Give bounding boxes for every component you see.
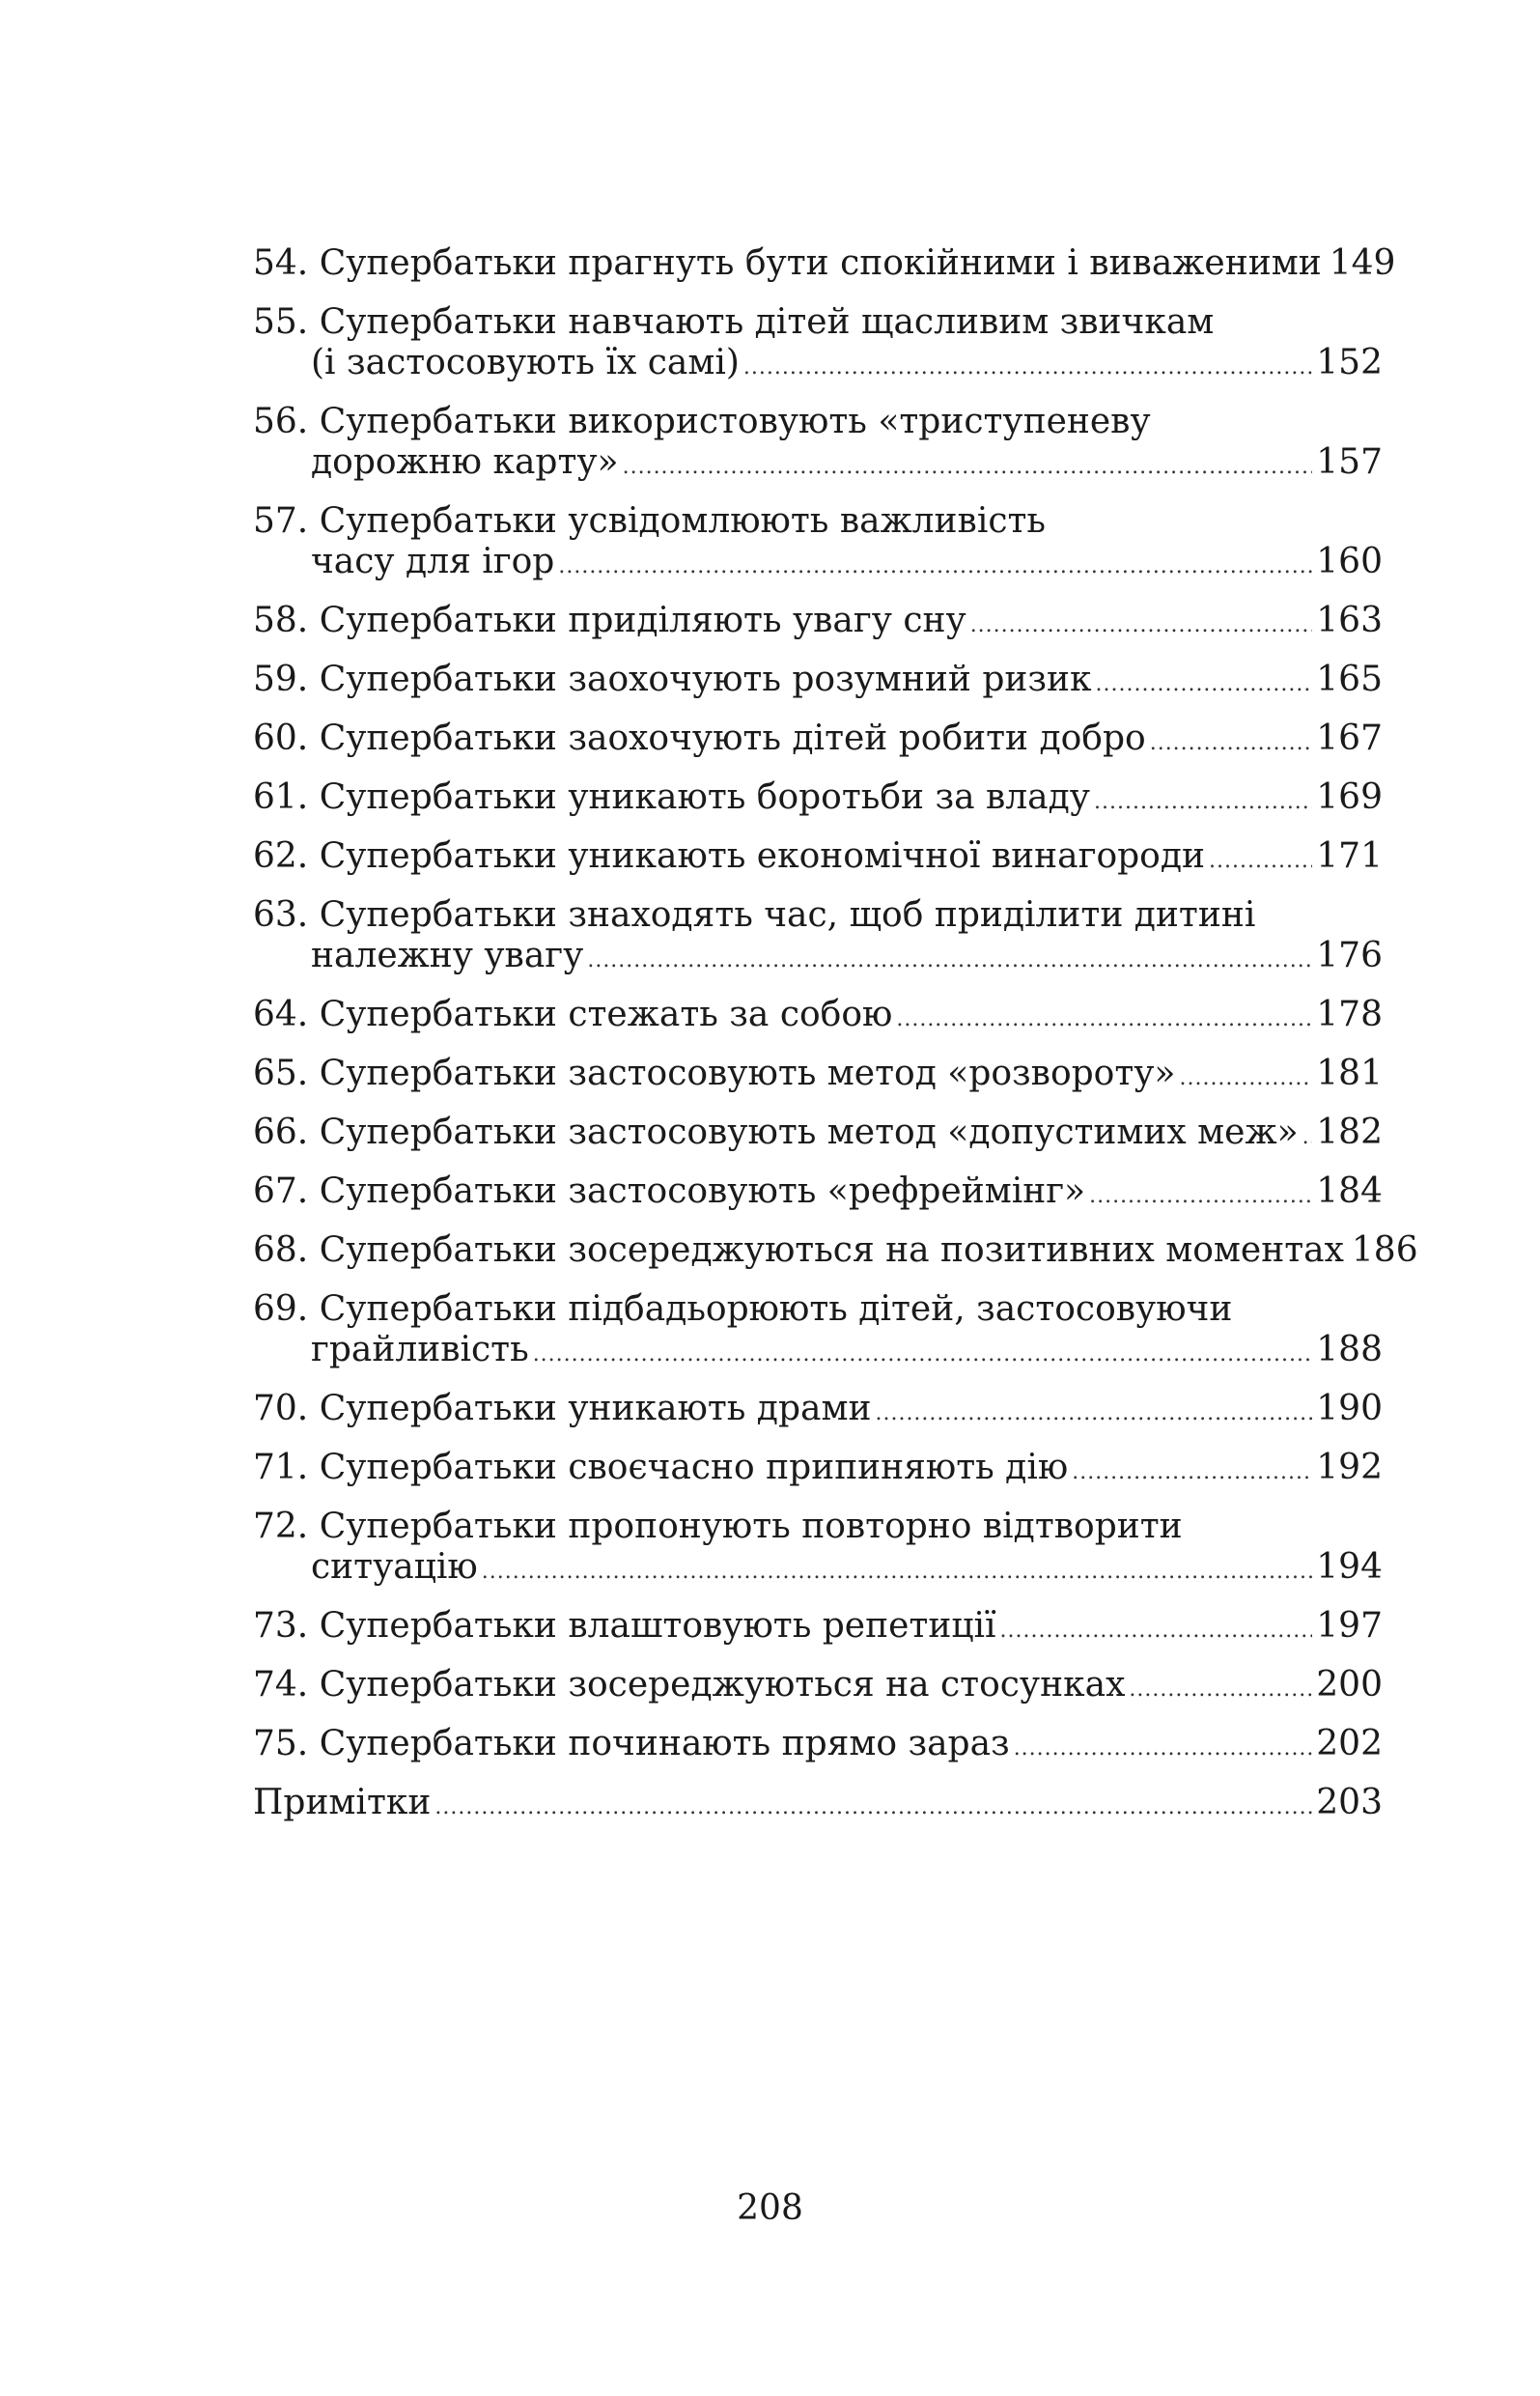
- toc-title: 57. Супербатьки усвідомлюють важливість: [253, 501, 1047, 541]
- toc-entry-notes: [253, 1783, 1383, 1828]
- toc-title: 58. Супербатьки приділяють увагу сну: [253, 601, 966, 640]
- dot-leader: [1014, 1729, 1313, 1769]
- toc-entry: [253, 601, 1383, 646]
- toc-row: [253, 343, 1383, 388]
- toc-page-number: 169: [1316, 777, 1383, 817]
- toc-page-number: 192: [1316, 1448, 1383, 1487]
- toc-title: 73. Супербатьки влаштовують репетиції: [253, 1606, 996, 1646]
- toc-row: [253, 777, 1383, 823]
- dot-leader: [1072, 1452, 1312, 1493]
- toc-entry: [253, 836, 1383, 882]
- toc-row: [253, 1389, 1383, 1434]
- toc-row: [253, 719, 1383, 764]
- toc-page-number: 203: [1316, 1783, 1383, 1822]
- dot-leader: [587, 941, 1312, 981]
- toc-page-number: 202: [1316, 1724, 1383, 1763]
- toc-row: [253, 660, 1383, 705]
- toc-title: 68. Супербатьки зосереджуються на позитивних моментах: [253, 1230, 1344, 1270]
- toc-page-number: 182: [1316, 1113, 1383, 1152]
- toc-page-number: 181: [1316, 1054, 1383, 1093]
- dot-leader: [533, 1335, 1313, 1375]
- toc-page-number: 186: [1351, 1230, 1418, 1270]
- toc-row: [253, 442, 1383, 488]
- dot-leader: [623, 447, 1313, 488]
- toc-title: 65. Супербатьки застосовують метод «розвороту»: [253, 1054, 1176, 1093]
- toc-title: 71. Супербатьки своєчасно припиняють дію: [253, 1448, 1069, 1487]
- toc-entry: [253, 1448, 1383, 1493]
- toc-page-number: 167: [1316, 719, 1383, 758]
- toc-page-number: 160: [1316, 542, 1383, 581]
- toc-title-continuation: ситуацію: [311, 1547, 478, 1587]
- dot-leader: [1094, 782, 1312, 823]
- toc-title: 56. Супербатьки використовують «триступеневу: [253, 402, 1151, 441]
- page-number: 208: [737, 2188, 803, 2228]
- toc-row: [253, 1171, 1383, 1217]
- toc-title: 61. Супербатьки уникають боротьби за владу: [253, 777, 1090, 817]
- toc-title-continuation: грайливість: [311, 1330, 529, 1369]
- toc-entry: [253, 1606, 1383, 1651]
- toc-entry: [253, 660, 1383, 705]
- toc-page-number: 194: [1316, 1547, 1383, 1587]
- toc-title: 67. Супербатьки застосовують «рефреймінг»: [253, 1171, 1086, 1211]
- dot-leader: [482, 1552, 1313, 1593]
- toc-row: [253, 936, 1383, 981]
- toc-entry: [253, 1389, 1383, 1434]
- toc-entry: [253, 1171, 1383, 1217]
- toc-title: 63. Супербатьки знаходять час, щоб приділити дитині: [253, 895, 1256, 935]
- dot-leader: [1302, 1117, 1313, 1158]
- dot-leader: [896, 1000, 1312, 1040]
- toc-page-number: 188: [1316, 1330, 1383, 1369]
- dot-leader: [743, 348, 1312, 388]
- toc-title: 70. Супербатьки уникають драми: [253, 1389, 872, 1428]
- toc-row: [253, 1230, 1418, 1276]
- dot-leader: [1129, 1670, 1312, 1710]
- toc-entry: [253, 777, 1383, 823]
- toc-row: [253, 1783, 1383, 1828]
- dot-leader: [970, 606, 1313, 646]
- toc-entry: [253, 1230, 1418, 1276]
- dot-leader: [1089, 1176, 1312, 1217]
- toc-entry: [253, 995, 1383, 1040]
- toc-row: [253, 1113, 1383, 1158]
- toc-page-number: 157: [1316, 442, 1383, 482]
- toc-page-number: 163: [1316, 601, 1383, 640]
- toc-entry: [253, 719, 1383, 764]
- dot-leader: [1179, 1058, 1312, 1099]
- toc-title: 55. Супербатьки навчають дітей щасливим звичкам: [253, 302, 1215, 342]
- toc-title-continuation: дорожню карту»: [311, 442, 619, 482]
- dot-leader: [875, 1394, 1312, 1434]
- toc-row: [253, 1724, 1383, 1769]
- toc-entry: [253, 302, 1383, 388]
- toc-title-continuation: часу для ігор: [311, 542, 555, 581]
- toc-title: 69. Супербатьки підбадьорюють дітей, застосовуючи: [253, 1289, 1233, 1329]
- toc-page-number: 184: [1316, 1171, 1383, 1211]
- toc-row: [253, 1054, 1383, 1099]
- toc-entry: [253, 895, 1383, 981]
- toc-page-number: 190: [1316, 1389, 1383, 1428]
- toc-title: 74. Супербатьки зосереджуються на стосунках: [253, 1665, 1126, 1705]
- toc-title: Примітки: [253, 1783, 432, 1822]
- toc-entry: [253, 402, 1383, 488]
- toc-title: 66. Супербатьки застосовують метод «допустимих меж»: [253, 1113, 1299, 1152]
- toc-row: [253, 995, 1383, 1040]
- toc-title: 54. Супербатьки прагнуть бути спокійними і виваженими: [253, 243, 1322, 283]
- toc-row: [253, 1606, 1383, 1651]
- toc-entry: [253, 501, 1383, 587]
- toc-row: [253, 1547, 1383, 1593]
- toc-row: [253, 243, 1396, 289]
- toc-title: 64. Супербатьки стежать за собою: [253, 995, 893, 1034]
- toc-row: [253, 1330, 1383, 1375]
- toc-entry: [253, 243, 1396, 289]
- toc-title: 59. Супербатьки заохочують розумний ризик: [253, 660, 1092, 699]
- toc-title: 62. Супербатьки уникають економічної винагороди: [253, 836, 1206, 876]
- toc-page-number: 171: [1316, 836, 1383, 876]
- dot-leader: [1000, 1611, 1313, 1651]
- toc-entry: [253, 1054, 1383, 1099]
- toc-title: 72. Супербатьки пропонують повторно відтворити: [253, 1507, 1183, 1546]
- toc-page-number: 200: [1316, 1665, 1383, 1705]
- dot-leader: [558, 547, 1312, 587]
- toc-page-number: 152: [1316, 343, 1383, 382]
- toc-title: 75. Супербатьки починають прямо зараз: [253, 1724, 1010, 1763]
- toc-title-continuation: належну увагу: [311, 936, 584, 975]
- toc-page-number: 149: [1329, 243, 1396, 283]
- toc-title: 60. Супербатьки заохочують дітей робити добро: [253, 719, 1146, 758]
- dot-leader: [1150, 723, 1313, 764]
- toc-row: [253, 542, 1383, 587]
- toc-page-number: 197: [1316, 1606, 1383, 1646]
- toc-row: [253, 1448, 1383, 1493]
- toc-row: [253, 601, 1383, 646]
- toc-row: [253, 836, 1383, 882]
- dot-leader: [1209, 841, 1312, 882]
- toc-title-continuation: (і застосовують їх самі): [311, 343, 740, 382]
- toc-page-number: 176: [1316, 936, 1383, 975]
- dot-leader: [1096, 664, 1313, 705]
- dot-leader: [434, 1788, 1312, 1828]
- toc-entry: [253, 1724, 1383, 1769]
- table-of-contents: [253, 243, 1418, 1842]
- toc-entry: [253, 1507, 1383, 1593]
- toc-entry: [253, 1113, 1383, 1158]
- toc-row: [253, 1665, 1383, 1710]
- toc-entry: [253, 1289, 1383, 1375]
- toc-page-number: 178: [1316, 995, 1383, 1034]
- toc-entry: [253, 1665, 1383, 1710]
- toc-page-number: 165: [1316, 660, 1383, 699]
